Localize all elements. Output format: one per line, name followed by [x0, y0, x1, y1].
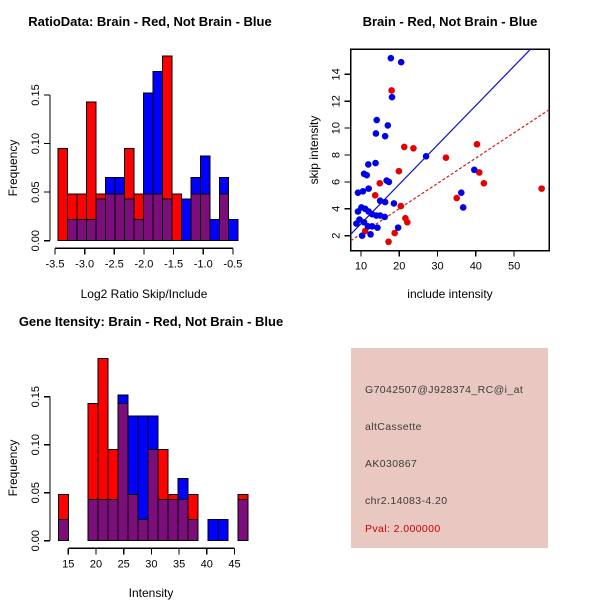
scatter-point — [398, 203, 405, 210]
histogram-overlap-bar — [98, 499, 108, 540]
histogram-overlap-bar — [200, 194, 209, 241]
accession-number: AK030867 — [365, 458, 418, 470]
y-tick-label: 0.10 — [30, 132, 42, 155]
x-tick-label: -0.5 — [223, 258, 243, 271]
histogram-overlap-bar — [178, 499, 188, 540]
x-tick-label: 30 — [145, 558, 158, 571]
scatter-point — [365, 185, 372, 192]
histogram-overlap-bar — [148, 450, 158, 541]
scatter-point — [373, 130, 380, 137]
x-tick-label: 50 — [507, 260, 521, 273]
histogram-bar — [218, 520, 228, 541]
scatter-point — [404, 219, 411, 226]
scatter-point — [410, 145, 417, 152]
x-tick-label: -3.0 — [75, 258, 95, 271]
x-tick-label: 40 — [469, 260, 482, 273]
histogram-bar — [181, 199, 190, 241]
y-tick-label: 2 — [330, 232, 343, 239]
histogram-overlap-bar — [105, 194, 114, 241]
scatter-point — [538, 185, 545, 192]
x-tick-label: 20 — [89, 558, 103, 571]
x-axis-label: Intensity — [128, 586, 174, 600]
scatter-point — [374, 224, 381, 231]
scatter-point — [386, 179, 393, 186]
scatter-point — [443, 154, 450, 161]
histogram-overlap-bar — [108, 499, 118, 540]
histogram-overlap-bar — [124, 199, 133, 241]
histogram-overlap-bar — [138, 520, 148, 541]
x-axis-label: Log2 Ratio Skip/Include — [80, 287, 208, 301]
x-tick-label: 30 — [431, 260, 444, 273]
y-tick-label: 12 — [330, 95, 343, 108]
scatter-point — [373, 117, 380, 124]
panel-ratio-histogram — [6, 14, 272, 301]
splice-event-type: altCassette — [365, 421, 422, 433]
histogram-overlap-bar — [219, 194, 228, 241]
scatter-point — [401, 144, 408, 151]
histogram-overlap-bar — [188, 520, 198, 541]
histogram-overlap-bar — [153, 194, 162, 241]
histogram-overlap-bar — [238, 499, 248, 540]
y-tick-label: 0.00 — [30, 529, 42, 552]
histogram-overlap-bar — [96, 199, 105, 241]
x-tick-label: 20 — [393, 260, 406, 273]
histogram-bar — [210, 219, 219, 240]
x-tick-label: -3.5 — [45, 258, 65, 271]
y-tick-label: 6 — [330, 178, 343, 185]
y-tick-label: 14 — [330, 68, 343, 81]
scatter-point — [381, 214, 388, 221]
histogram-bar — [172, 194, 181, 241]
y-tick-label: 0.05 — [30, 481, 42, 504]
histogram-bar — [229, 219, 238, 240]
scatter-point — [372, 160, 379, 167]
histogram-overlap-bar — [86, 219, 95, 240]
y-tick-label: 0.10 — [30, 433, 42, 456]
scatter-point — [398, 59, 405, 66]
x-tick-label: 25 — [117, 558, 130, 571]
histogram-overlap-bar — [191, 194, 200, 241]
x-tick-label: 45 — [228, 558, 241, 571]
y-axis-label: Frequency — [6, 439, 20, 497]
histogram-overlap-bar — [162, 199, 171, 241]
scatter-point — [376, 180, 383, 187]
scatter-point — [388, 87, 395, 94]
scatter-point — [363, 172, 370, 179]
histogram-overlap-bar — [77, 219, 86, 240]
scatter-point — [460, 204, 467, 211]
y-tick-label: 0.15 — [30, 385, 42, 408]
scatter-point — [353, 220, 360, 227]
scatter-point — [359, 232, 366, 239]
x-tick-label: -2.0 — [134, 258, 154, 271]
x-tick-label: -1.5 — [164, 258, 184, 271]
y-tick-label: 4 — [330, 205, 343, 212]
histogram-overlap-bar — [115, 194, 124, 241]
histogram-overlap-bar — [88, 499, 98, 540]
y-axis-label: skip intensity — [307, 115, 321, 185]
histogram-overlap-bar — [168, 499, 178, 540]
chart-title: RatioData: Brain - Red, Not Brain - Blue — [28, 14, 272, 29]
histogram-overlap-bar — [58, 520, 68, 541]
x-tick-label: 35 — [172, 558, 186, 571]
histogram-overlap-bar — [118, 403, 128, 540]
scatter-point — [458, 189, 465, 196]
histogram-overlap-bar — [158, 499, 168, 540]
histogram-bar — [208, 520, 218, 541]
x-tick-label: 15 — [62, 558, 75, 571]
plot-area — [351, 30, 550, 245]
scatter-point — [372, 192, 379, 199]
scatter-point — [360, 188, 367, 195]
scatter-point — [396, 168, 403, 175]
scatter-point — [355, 208, 362, 215]
chart-title: Brain - Red, Not Brain - Blue — [362, 14, 538, 29]
x-tick-label: -2.5 — [104, 258, 124, 271]
scatter-point — [367, 231, 374, 238]
x-tick-label: -1.0 — [193, 258, 213, 271]
histogram-overlap-bar — [134, 219, 143, 240]
trend-line-brain-fit — [351, 110, 550, 241]
x-axis-label: include intensity — [407, 287, 493, 301]
histogram-overlap-bar — [67, 219, 76, 240]
x-tick-label: 40 — [200, 558, 213, 571]
histogram-bar — [58, 148, 67, 240]
panel-intensity-scatter — [307, 14, 549, 301]
y-axis-label: Frequency — [6, 139, 20, 197]
scatter-point — [382, 133, 389, 140]
scatter-point — [388, 55, 395, 62]
x-tick-label: 10 — [354, 260, 368, 273]
probe-id: G7042507@J928374_RC@i_at — [365, 384, 524, 396]
scatter-point — [474, 141, 481, 148]
scatter-point — [384, 122, 391, 129]
chart-title: Gene Itensity: Brain - Red, Not Brain - Blue — [18, 314, 284, 329]
scatter-point — [453, 195, 460, 202]
y-tick-label: 0.15 — [30, 84, 42, 106]
histogram-overlap-bar — [128, 495, 138, 541]
scatter-point — [385, 238, 392, 245]
histogram-overlap-bar — [143, 194, 152, 241]
scatter-point — [471, 166, 478, 173]
scatter-point — [395, 224, 402, 231]
scatter-point — [365, 161, 372, 168]
y-tick-label: 10 — [330, 121, 343, 135]
gene-info-panel — [351, 348, 548, 548]
chromosome-locus: chr2.14083-4.20 — [365, 495, 448, 507]
scatter-point — [389, 94, 396, 101]
y-tick-label: 8 — [330, 151, 343, 159]
panel-gene-intensity-histogram — [6, 314, 283, 600]
pval-text: Pval: 2.000000 — [365, 523, 441, 535]
scatter-point — [391, 200, 398, 207]
y-tick-label: 0.05 — [30, 181, 42, 203]
scatter-point — [481, 180, 488, 187]
y-tick-label: 0.00 — [30, 229, 42, 252]
scatter-point — [382, 199, 389, 206]
scatter-point — [423, 153, 430, 160]
